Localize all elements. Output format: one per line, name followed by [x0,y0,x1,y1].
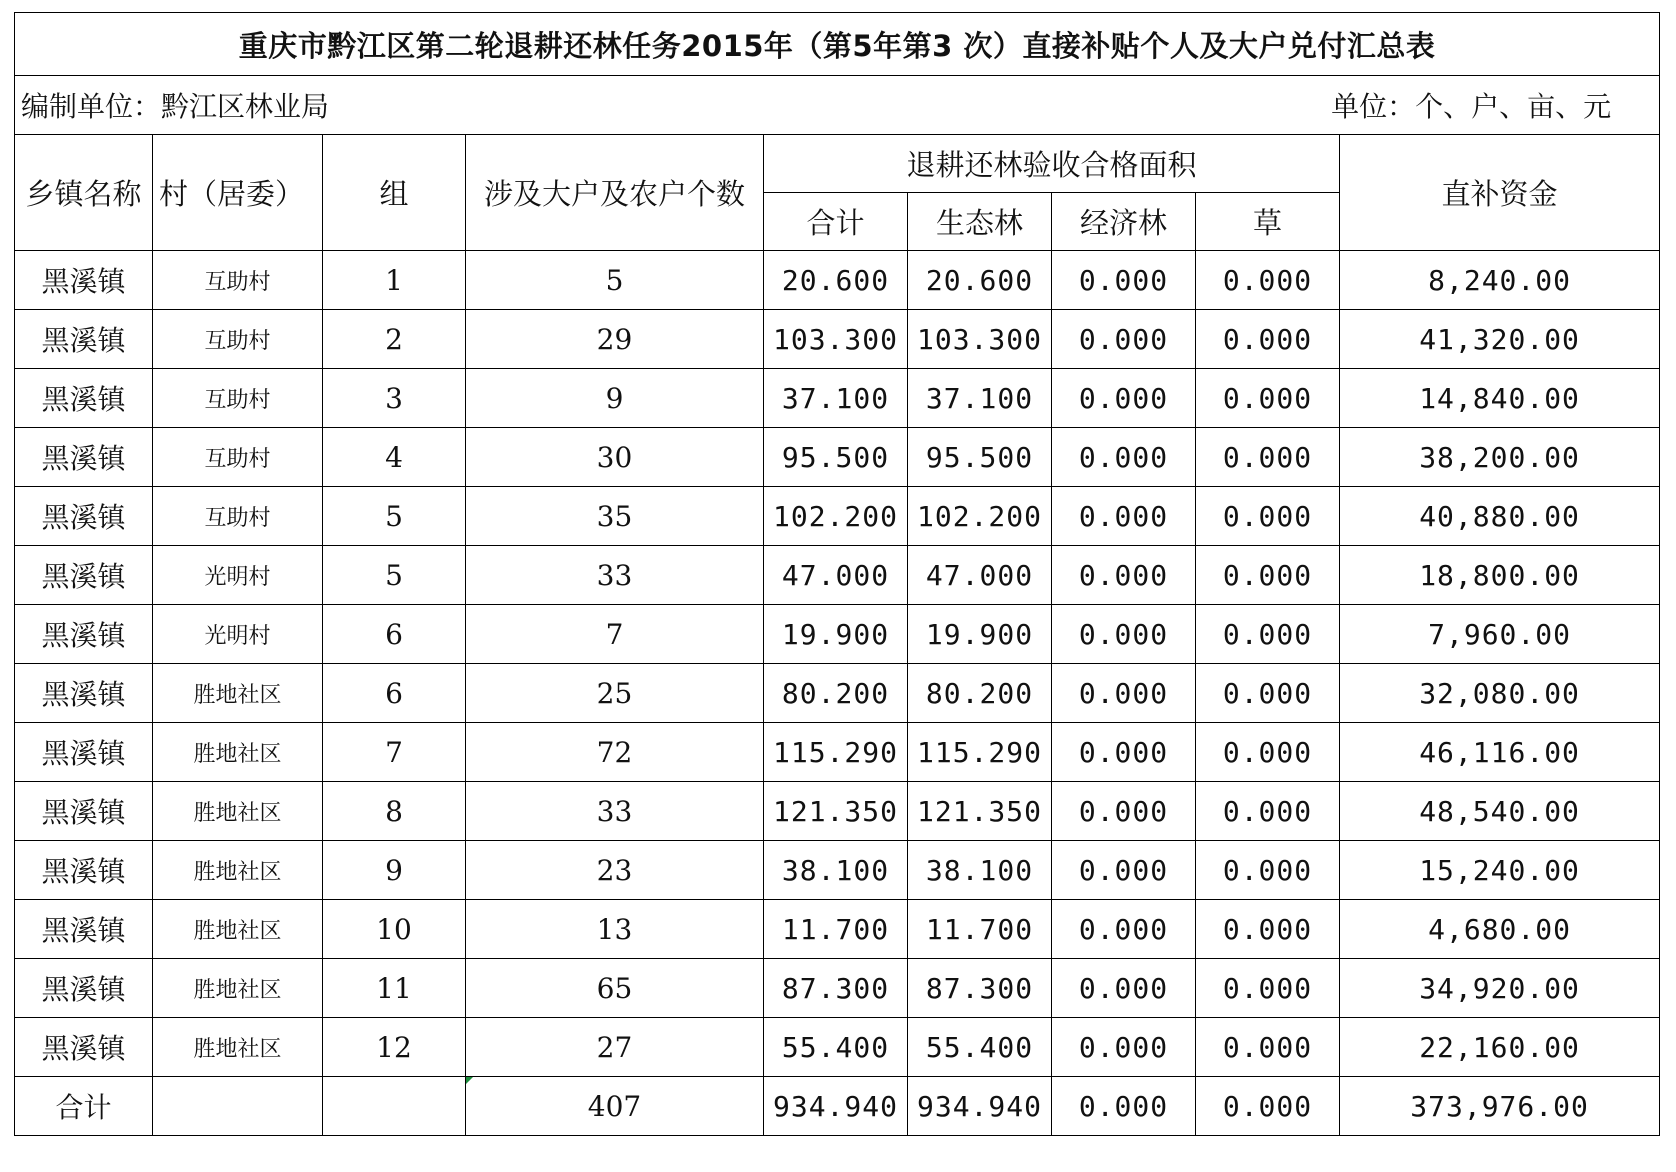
table-row [15,369,1660,428]
cell-area-total: 87.300 [764,959,908,1018]
cell-village: 互助村 [153,310,323,369]
cell-grass: 0.000 [1196,369,1340,428]
cell-subsidy: 34,920.00 [1340,959,1660,1018]
cell-village: 互助村 [153,487,323,546]
cell-households: 35 [466,487,764,546]
cell-group: 9 [323,841,466,900]
cell-group: 6 [323,605,466,664]
cell-village: 互助村 [153,251,323,310]
cell-subsidy: 8,240.00 [1340,251,1660,310]
cell-econ: 0.000 [1052,251,1196,310]
header-econ: 经济林 [1052,193,1196,251]
cell-econ: 0.000 [1052,959,1196,1018]
cell-subsidy: 46,116.00 [1340,723,1660,782]
header-town: 乡镇名称 [15,135,153,251]
cell-group: 4 [323,428,466,487]
cell-group: 10 [323,900,466,959]
total-row [15,1077,1660,1136]
table-row [15,841,1660,900]
header-area-group: 退耕还林验收合格面积 [764,135,1340,193]
cell-group: 1 [323,251,466,310]
table-row [15,428,1660,487]
cell-households: 29 [466,310,764,369]
cell-village: 胜地社区 [153,900,323,959]
cell-eco: 19.900 [908,605,1052,664]
cell-households: 7 [466,605,764,664]
cell-group: 5 [323,487,466,546]
cell-area-total: 55.400 [764,1018,908,1077]
cell-econ: 0.000 [1052,782,1196,841]
cell-eco: 95.500 [908,428,1052,487]
cell-village: 胜地社区 [153,959,323,1018]
cell-grass: 0.000 [1196,251,1340,310]
meta-row [15,76,1660,135]
cell-grass: 0.000 [1196,487,1340,546]
header-grass: 草 [1196,193,1340,251]
cell-econ: 0.000 [1052,664,1196,723]
cell-group: 11 [323,959,466,1018]
cell-area-total: 115.290 [764,723,908,782]
cell-subsidy: 38,200.00 [1340,428,1660,487]
unit-label: 单位：个、户、亩、元 [1331,90,1612,123]
header-village: 村（居委） [153,135,323,251]
cell-town: 黑溪镇 [15,782,153,841]
cell-area-total: 102.200 [764,487,908,546]
table-row [15,723,1660,782]
cell-town: 黑溪镇 [15,546,153,605]
table-row [15,546,1660,605]
cell-village: 光明村 [153,605,323,664]
cell-town: 黑溪镇 [15,369,153,428]
cell-eco: 115.290 [908,723,1052,782]
table-row [15,959,1660,1018]
cell-area-total: 95.500 [764,428,908,487]
cell-area-total: 121.350 [764,782,908,841]
cell-grass: 0.000 [1196,664,1340,723]
cell-grass: 0.000 [1196,723,1340,782]
cell-subsidy: 41,320.00 [1340,310,1660,369]
cell-grass: 0.000 [1196,310,1340,369]
summary-sheet [14,12,1660,1136]
cell-econ: 0.000 [1052,900,1196,959]
table-row [15,782,1660,841]
total-grass: 0.000 [1196,1077,1340,1136]
cell-eco: 55.400 [908,1018,1052,1077]
cell-town: 黑溪镇 [15,251,153,310]
cell-group: 8 [323,782,466,841]
cell-town: 黑溪镇 [15,428,153,487]
cell-group: 12 [323,1018,466,1077]
cell-households: 5 [466,251,764,310]
cell-econ: 0.000 [1052,605,1196,664]
total-subsidy: 373,976.00 [1340,1077,1660,1136]
table-row [15,605,1660,664]
cell-subsidy: 48,540.00 [1340,782,1660,841]
cell-group: 6 [323,664,466,723]
cell-town: 黑溪镇 [15,900,153,959]
cell-households: 23 [466,841,764,900]
cell-area-total: 19.900 [764,605,908,664]
total-village [153,1077,323,1136]
cell-grass: 0.000 [1196,605,1340,664]
header-area-total: 合计 [764,193,908,251]
cell-grass: 0.000 [1196,841,1340,900]
cell-town: 黑溪镇 [15,664,153,723]
cell-area-total: 37.100 [764,369,908,428]
cell-subsidy: 7,960.00 [1340,605,1660,664]
cell-eco: 121.350 [908,782,1052,841]
cell-econ: 0.000 [1052,369,1196,428]
cell-village: 互助村 [153,369,323,428]
table-row [15,900,1660,959]
cell-households: 27 [466,1018,764,1077]
cell-econ: 0.000 [1052,428,1196,487]
cell-households: 25 [466,664,764,723]
table-row [15,1018,1660,1077]
table-title [15,13,1660,76]
cell-eco: 102.200 [908,487,1052,546]
cell-econ: 0.000 [1052,546,1196,605]
header-group: 组 [323,135,466,251]
cell-area-total: 103.300 [764,310,908,369]
cell-econ: 0.000 [1052,487,1196,546]
cell-households: 13 [466,900,764,959]
cell-econ: 0.000 [1052,723,1196,782]
cell-village: 胜地社区 [153,664,323,723]
cell-town: 黑溪镇 [15,841,153,900]
total-econ: 0.000 [1052,1077,1196,1136]
cell-households: 30 [466,428,764,487]
compiling-org: 编制单位：黔江区林业局 [21,90,330,123]
cell-subsidy: 4,680.00 [1340,900,1660,959]
cell-area-total: 11.700 [764,900,908,959]
cell-households: 65 [466,959,764,1018]
cell-village: 胜地社区 [153,1018,323,1077]
cell-village: 胜地社区 [153,782,323,841]
cell-group: 5 [323,546,466,605]
cell-grass: 0.000 [1196,900,1340,959]
cell-town: 黑溪镇 [15,723,153,782]
table-row [15,664,1660,723]
cell-grass: 0.000 [1196,1018,1340,1077]
cell-eco: 37.100 [908,369,1052,428]
cell-econ: 0.000 [1052,310,1196,369]
cell-grass: 0.000 [1196,782,1340,841]
cell-area-total: 80.200 [764,664,908,723]
cell-econ: 0.000 [1052,1018,1196,1077]
cell-group: 3 [323,369,466,428]
cell-group: 7 [323,723,466,782]
total-households: 407 [466,1077,764,1136]
table-row [15,487,1660,546]
cell-town: 黑溪镇 [15,959,153,1018]
cell-village: 互助村 [153,428,323,487]
cell-town: 黑溪镇 [15,310,153,369]
cell-subsidy: 32,080.00 [1340,664,1660,723]
table-title-text: 重庆市黔江区第二轮退耕还林任务2015年（第5年第3 次）直接补贴个人及大户兑付汇总表 [238,28,1436,63]
cell-subsidy: 22,160.00 [1340,1018,1660,1077]
cell-eco: 38.100 [908,841,1052,900]
cell-households: 72 [466,723,764,782]
summary-table [14,12,1660,1136]
total-group [323,1077,466,1136]
cell-village: 光明村 [153,546,323,605]
cell-subsidy: 40,880.00 [1340,487,1660,546]
cell-town: 黑溪镇 [15,605,153,664]
total-area-total: 934.940 [764,1077,908,1136]
header-eco: 生态林 [908,193,1052,251]
table-row [15,310,1660,369]
cell-households: 9 [466,369,764,428]
cell-subsidy: 15,240.00 [1340,841,1660,900]
cell-grass: 0.000 [1196,959,1340,1018]
cell-town: 黑溪镇 [15,1018,153,1077]
total-label: 合计 [15,1077,153,1136]
cell-eco: 47.000 [908,546,1052,605]
cell-households: 33 [466,546,764,605]
cell-households: 33 [466,782,764,841]
cell-grass: 0.000 [1196,546,1340,605]
cell-eco: 20.600 [908,251,1052,310]
cell-group: 2 [323,310,466,369]
cell-econ: 0.000 [1052,841,1196,900]
cell-subsidy: 18,800.00 [1340,546,1660,605]
cell-eco: 87.300 [908,959,1052,1018]
cell-town: 黑溪镇 [15,487,153,546]
cell-area-total: 38.100 [764,841,908,900]
header-subsidy: 直补资金 [1340,135,1660,251]
cell-eco: 80.200 [908,664,1052,723]
cell-subsidy: 14,840.00 [1340,369,1660,428]
total-eco: 934.940 [908,1077,1052,1136]
table-row [15,251,1660,310]
header-households: 涉及大户及农户个数 [466,135,764,251]
cell-eco: 103.300 [908,310,1052,369]
cell-area-total: 20.600 [764,251,908,310]
cell-village: 胜地社区 [153,841,323,900]
cell-eco: 11.700 [908,900,1052,959]
cell-grass: 0.000 [1196,428,1340,487]
cell-area-total: 47.000 [764,546,908,605]
cell-village: 胜地社区 [153,723,323,782]
